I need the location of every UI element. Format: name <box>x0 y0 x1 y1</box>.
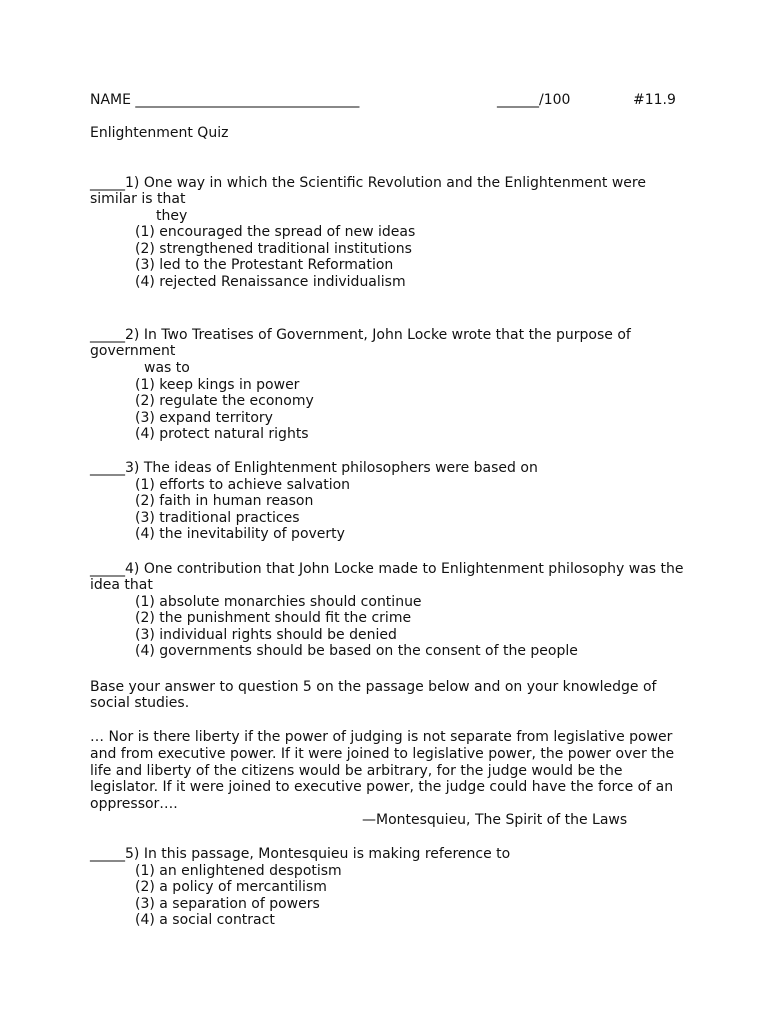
passage-attribution: —Montesquieu, The Spirit of the Laws <box>362 812 628 828</box>
question-4-choice: (3) individual rights should be denied <box>135 627 397 643</box>
passage-instruction: social studies. <box>90 695 190 711</box>
passage-line: … Nor is there liberty if the power of judging is not separate from legislative power <box>90 729 673 745</box>
question-3-choice: (4) the inevitability of poverty <box>135 526 345 542</box>
question-1-choice: (4) rejected Renaissance individualism <box>135 274 406 290</box>
quiz-number: #11.9 <box>633 92 676 108</box>
question-3-stem: _____3) The ideas of Enlightenment philosophers were based on <box>90 460 538 476</box>
question-1-choice: (3) led to the Protestant Reformation <box>135 257 394 273</box>
question-1-stem-cont: they <box>156 208 188 224</box>
passage-line: and from executive power. If it were joined to legislative power, the power over the <box>90 746 675 762</box>
question-2-choice: (4) protect natural rights <box>135 426 309 442</box>
passage-instruction: Base your answer to question 5 on the passage below and on your knowledge of <box>90 679 657 695</box>
passage-line: legislator. If it were joined to executive power, the judge could have the force of an <box>90 779 674 795</box>
question-3-choice: (1) efforts to achieve salvation <box>135 477 351 493</box>
question-1-stem-cont: similar is that <box>90 191 186 207</box>
question-5-choice: (1) an enlightened despotism <box>135 863 342 879</box>
question-2-choice: (2) regulate the economy <box>135 393 314 409</box>
quiz-title: Enlightenment Quiz <box>90 125 229 141</box>
question-2-stem-cont: government <box>90 343 176 359</box>
name-field-label: NAME ________________________________ <box>90 92 360 108</box>
score-blank: ______/100 <box>497 92 571 108</box>
question-3-choice: (3) traditional practices <box>135 510 300 526</box>
question-4-choice: (4) governments should be based on the consent of the people <box>135 643 578 659</box>
question-5-choice: (3) a separation of powers <box>135 896 320 912</box>
question-5-stem: _____5) In this passage, Montesquieu is making reference to <box>90 846 511 862</box>
question-1-choice: (1) encouraged the spread of new ideas <box>135 224 416 240</box>
question-1-choice: (2) strengthened traditional institutions <box>135 241 412 257</box>
question-4-stem-cont: idea that <box>90 577 153 593</box>
question-4-stem: _____4) One contribution that John Locke made to Enlightenment philosophy was the <box>90 561 684 577</box>
passage-line: oppressor…. <box>90 796 178 812</box>
question-2-stem: _____2) In Two Treatises of Government, John Locke wrote that the purpose of <box>90 327 631 343</box>
question-2-choice: (3) expand territory <box>135 410 273 426</box>
question-2-stem-cont: was to <box>144 360 190 376</box>
passage-line: life and liberty of the citizens would be arbitrary, for the judge would be the <box>90 763 623 779</box>
question-4-choice: (1) absolute monarchies should continue <box>135 594 422 610</box>
question-2-choice: (1) keep kings in power <box>135 377 300 393</box>
question-1-stem: _____1) One way in which the Scientific Revolution and the Enlightenment were <box>90 175 646 191</box>
question-5-choice: (4) a social contract <box>135 912 275 928</box>
question-5-choice: (2) a policy of mercantilism <box>135 879 327 895</box>
question-4-choice: (2) the punishment should fit the crime <box>135 610 412 626</box>
question-3-choice: (2) faith in human reason <box>135 493 314 509</box>
